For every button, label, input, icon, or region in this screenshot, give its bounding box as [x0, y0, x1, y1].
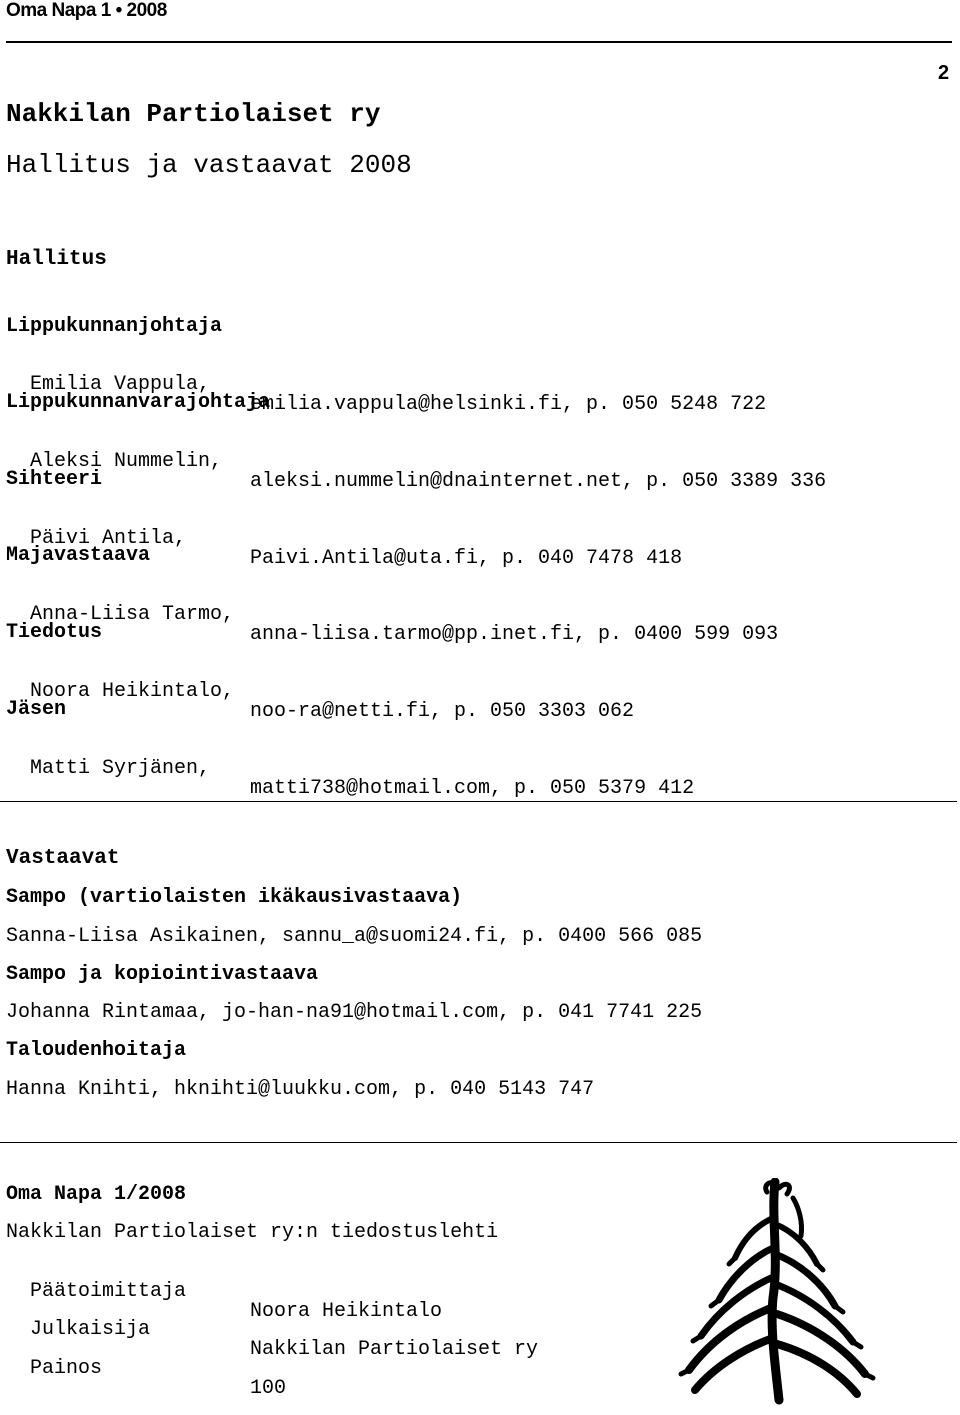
colophon-label: Julkaisija	[30, 1318, 151, 1341]
page-number: 2	[938, 62, 950, 84]
colophon-value: 100	[250, 1377, 287, 1400]
member-line: Johanna Rintamaa, jo-han-na91@hotmail.com, p. 041 7741 225	[6, 1001, 703, 1024]
member-contact: noo-ra@netti.fi, p. 050 3303 062	[250, 700, 635, 723]
colophon-label: Painos	[30, 1357, 103, 1380]
plant-icon	[675, 1178, 955, 1408]
header-rule	[6, 41, 952, 43]
member-line: Hanna Knihti, hknihti@luukku.com, p. 040 5143 747	[6, 1078, 595, 1101]
member-contact: anna-liisa.tarmo@pp.inet.fi, p. 0400 599 093	[250, 623, 779, 646]
role-label: Majavastaava	[6, 544, 151, 567]
colophon-label: Päätoimittaja	[30, 1280, 187, 1303]
member-row	[6, 585, 946, 645]
role-label: Tiedotus	[6, 621, 103, 644]
colophon-value: Noora Heikintalo	[250, 1300, 443, 1323]
role-label: Sampo ja kopiointivastaava	[6, 963, 319, 986]
member-row	[6, 739, 946, 799]
colophon-value: Nakkilan Partiolaiset ry	[250, 1338, 539, 1361]
section-divider	[0, 801, 957, 802]
org-title: Nakkilan Partiolaiset ry	[6, 99, 381, 129]
member-line: Sanna-Liisa Asikainen, sannu_a@suomi24.fi, p. 0400 566 085	[6, 925, 703, 948]
member-contact: emilia.vappula@helsinki.fi, p. 050 5248 722	[250, 393, 767, 416]
vastaavat-heading: Vastaavat	[6, 847, 120, 870]
header-title: Oma Napa 1 • 2008	[6, 0, 167, 21]
colophon-description: Nakkilan Partiolaiset ry:n tiedostuslehti	[6, 1221, 499, 1244]
member-row	[6, 432, 946, 492]
colophon-heading: Oma Napa 1/2008	[6, 1183, 187, 1206]
member-row	[6, 662, 946, 722]
role-label: Lippukunnanjohtaja	[6, 315, 223, 338]
member-contact: aleksi.nummelin@dnainternet.net, p. 050 3389 336	[250, 470, 827, 493]
hallitus-heading: Hallitus	[6, 248, 107, 271]
role-label: Lippukunnanvarajohtaja	[6, 391, 271, 414]
role-label: Sampo (vartiolaisten ikäkausivastaava)	[6, 886, 463, 909]
member-contact: Paivi.Antila@uta.fi, p. 040 7478 418	[250, 547, 683, 570]
member-name: Aleksi Nummelin,	[30, 450, 223, 473]
member-name: Emilia Vappula,	[30, 373, 211, 396]
doc-subtitle: Hallitus ja vastaavat 2008	[6, 150, 412, 180]
role-label: Jäsen	[6, 698, 67, 721]
member-contact: matti738@hotmail.com, p. 050 5379 412	[250, 777, 695, 800]
member-name: Noora Heikintalo,	[30, 680, 235, 703]
colophon-row	[6, 1339, 606, 1399]
member-name: Päivi Antila,	[30, 527, 187, 550]
role-label: Taloudenhoitaja	[6, 1039, 187, 1062]
section-divider	[0, 1142, 957, 1143]
role-label: Sihteeri	[6, 468, 103, 491]
member-name: Matti Syrjänen,	[30, 757, 211, 780]
member-name: Anna-Liisa Tarmo,	[30, 603, 235, 626]
